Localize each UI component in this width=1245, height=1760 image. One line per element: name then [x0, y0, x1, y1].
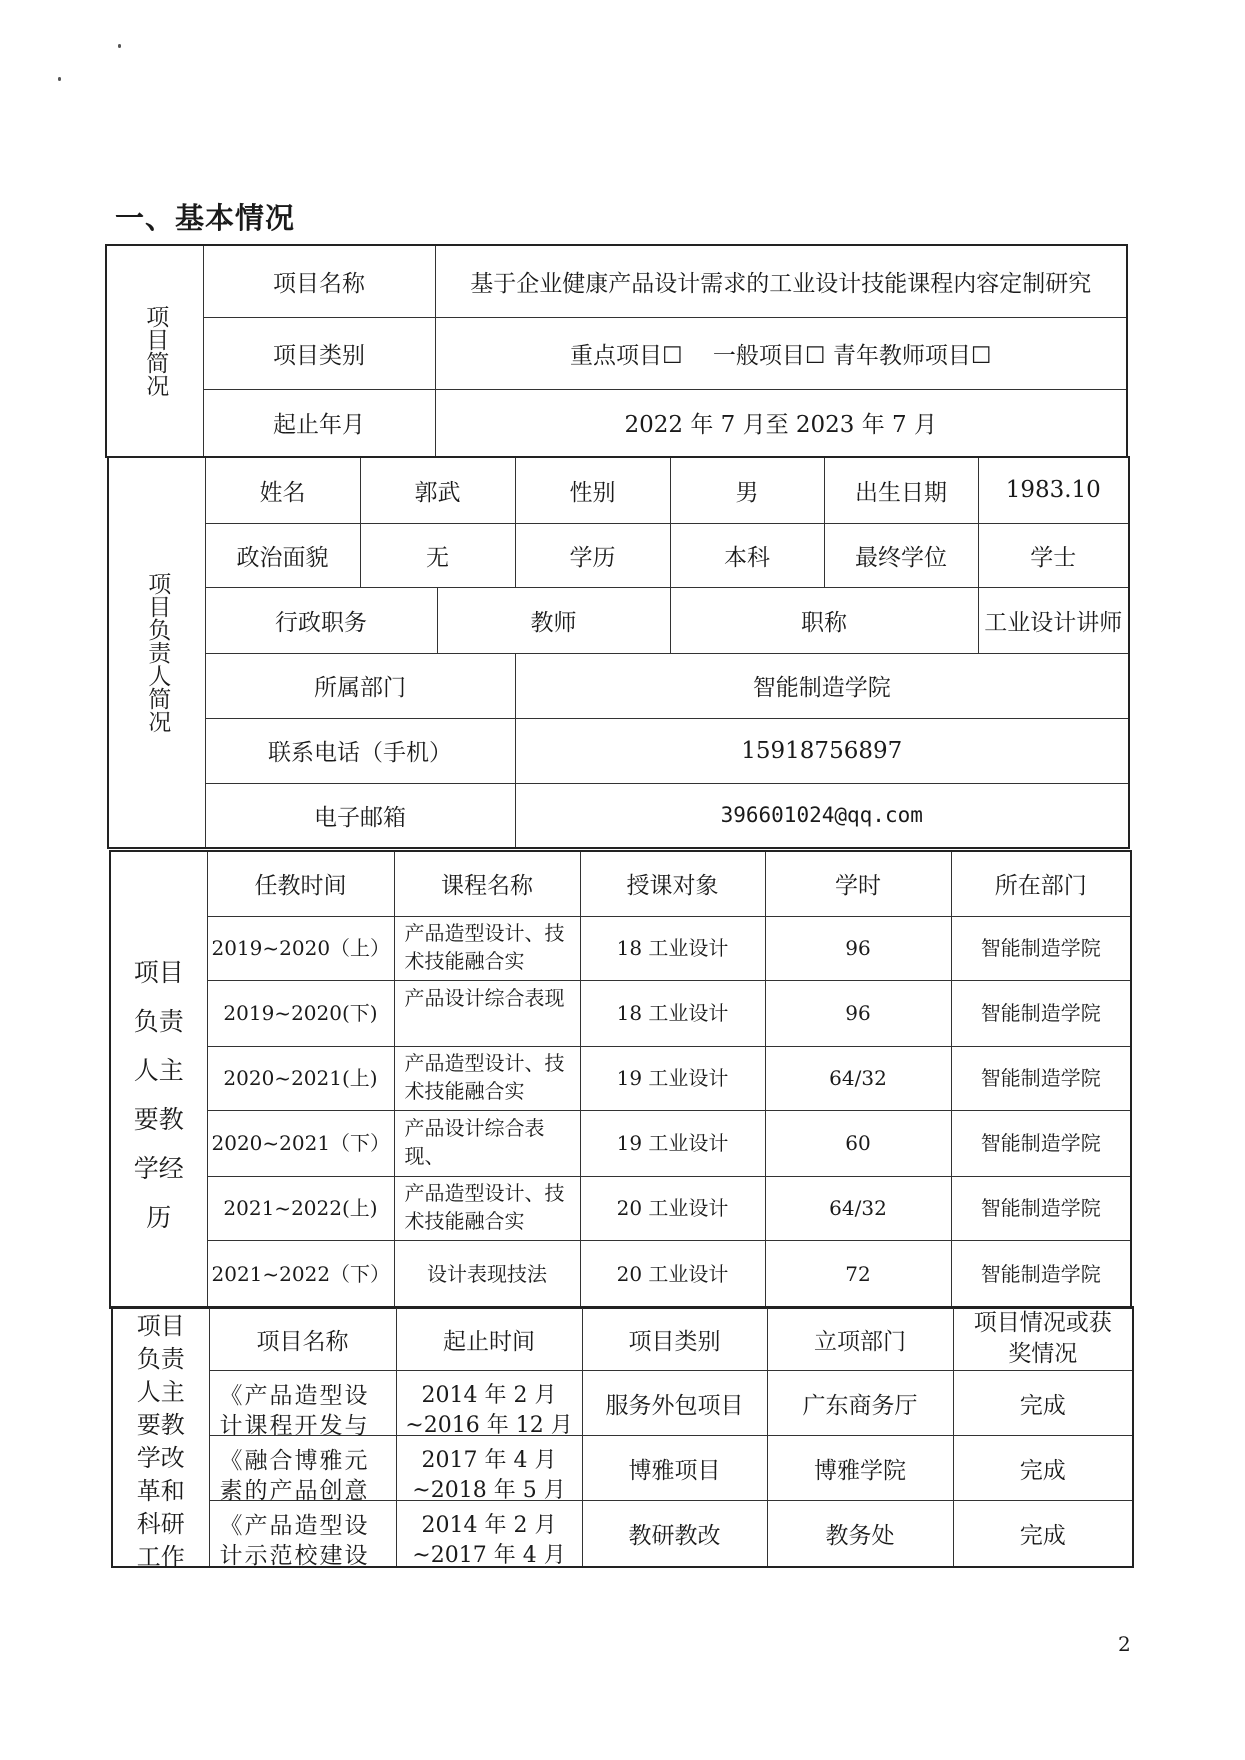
research-header-dept: 立项部门	[767, 1307, 953, 1371]
table-row	[110, 1240, 1131, 1308]
phone-value: 15918756897	[515, 718, 1129, 783]
research-status: 完成	[953, 1371, 1133, 1436]
research-name: 《融合博雅元素的产品创意	[219, 1448, 370, 1505]
teaching-hours: 72	[765, 1240, 951, 1308]
leader-profile-table	[107, 456, 1130, 849]
teaching-time: 2019~2020(下)	[207, 980, 394, 1046]
teaching-header-course: 课程名称	[394, 851, 580, 916]
teaching-dept: 智能制造学院	[951, 980, 1131, 1046]
research-type: 教研教改	[582, 1501, 767, 1567]
teaching-dept: 智能制造学院	[951, 1046, 1131, 1110]
degree-label: 最终学位	[824, 523, 978, 587]
dept-value: 智能制造学院	[515, 653, 1129, 718]
teaching-table	[109, 850, 1132, 1309]
teaching-target: 19 工业设计	[580, 1110, 765, 1176]
leader-profile-side-label: 项目负责人简况	[108, 457, 205, 848]
table-row	[110, 916, 1131, 980]
teaching-time: 2021~2022（下）	[207, 1240, 394, 1308]
politics-value: 无	[360, 523, 515, 587]
research-status: 完成	[953, 1501, 1133, 1567]
teaching-header-time: 任教时间	[207, 851, 394, 916]
research-dept: 广东商务厅	[767, 1371, 953, 1436]
teaching-time: 2021~2022(上)	[207, 1176, 394, 1240]
page-number: 2	[1118, 1632, 1131, 1656]
teaching-dept: 智能制造学院	[951, 1240, 1131, 1308]
dept-label: 所属部门	[205, 653, 515, 718]
teaching-target: 20 工业设计	[580, 1240, 765, 1308]
name-label: 姓名	[205, 457, 360, 523]
research-period: 2014 年 2 月~2016 年 12 月	[405, 1383, 573, 1439]
teaching-course: 产品设计综合表现	[404, 986, 565, 1010]
gender-label: 性别	[515, 457, 670, 523]
table-row	[110, 1176, 1131, 1240]
project-overview-table	[105, 244, 1128, 458]
teaching-time: 2020~2021（下）	[207, 1110, 394, 1176]
teaching-time: 2019~2020（上）	[207, 916, 394, 980]
research-name: 《产品造型设计课程开发与	[219, 1383, 370, 1440]
research-header-name: 项目名称	[209, 1307, 396, 1371]
research-header-status: 项目情况或获奖情况	[953, 1307, 1133, 1371]
teaching-side-text: 项目负责人主要教学经历	[133, 958, 184, 1232]
research-type: 博雅项目	[582, 1436, 767, 1501]
research-side-label: 项目负责人主要教学改革和科研工作	[136, 1312, 185, 1571]
teaching-hours: 96	[765, 916, 951, 980]
teaching-header-hours: 学时	[765, 851, 951, 916]
table-row	[112, 1436, 1133, 1501]
research-header-type: 项目类别	[582, 1307, 767, 1371]
section-heading: 一、基本情况	[115, 201, 296, 235]
teaching-target: 18 工业设计	[580, 980, 765, 1046]
degree-value: 学士	[978, 523, 1129, 587]
research-dept: 博雅学院	[767, 1436, 953, 1501]
project-name-label: 项目名称	[203, 245, 435, 317]
teaching-header-target: 授课对象	[580, 851, 765, 916]
project-overview-side-label: 项目简况	[106, 245, 203, 457]
project-period-value: 2022 年 7 月至 2023 年 7 月	[435, 389, 1127, 457]
project-period-label: 起止年月	[203, 389, 435, 457]
email-label: 电子邮箱	[205, 783, 515, 848]
teaching-target: 20 工业设计	[580, 1176, 765, 1240]
politics-label: 政治面貌	[205, 523, 360, 587]
table-row	[110, 980, 1131, 1046]
table-row	[112, 1501, 1133, 1567]
birth-value: 1983.10	[978, 457, 1129, 523]
birth-label: 出生日期	[824, 457, 978, 523]
title-label: 职称	[670, 587, 978, 653]
teaching-course: 设计表现技法	[394, 1240, 580, 1308]
teaching-target: 19 工业设计	[580, 1046, 765, 1110]
research-name: 《产品造型设计示范校建设	[219, 1513, 370, 1570]
gender-value: 男	[670, 457, 824, 523]
phone-label: 联系电话（手机）	[205, 718, 515, 783]
scan-speck	[118, 44, 121, 48]
teaching-hours: 96	[765, 980, 951, 1046]
table-row	[112, 1371, 1133, 1436]
teaching-course: 产品造型设计、技术技能融合实	[404, 921, 565, 973]
scan-speck	[58, 77, 61, 81]
title-value: 工业设计讲师	[978, 587, 1129, 653]
table-row	[110, 1110, 1131, 1176]
teaching-dept: 智能制造学院	[951, 916, 1131, 980]
teaching-dept: 智能制造学院	[951, 1176, 1131, 1240]
project-type-value: 重点项目☐ 一般项目☐ 青年教师项目☐	[435, 317, 1127, 389]
teaching-target: 18 工业设计	[580, 916, 765, 980]
table-row	[110, 1046, 1131, 1110]
research-dept: 教务处	[767, 1501, 953, 1567]
research-table	[111, 1306, 1134, 1571]
teaching-time: 2020~2021(上)	[207, 1046, 394, 1110]
teaching-course: 产品设计综合表现、	[404, 1116, 545, 1168]
research-type: 服务外包项目	[582, 1371, 767, 1436]
teaching-course: 产品造型设计、技术技能融合实	[404, 1051, 565, 1103]
teaching-side-label	[110, 851, 207, 1308]
admin-label: 行政职务	[205, 587, 437, 653]
teaching-hours: 64/32	[765, 1176, 951, 1240]
name-value: 郭武	[360, 457, 515, 523]
project-name-value: 基于企业健康产品设计需求的工业设计技能课程内容定制研究	[435, 245, 1127, 317]
teaching-course: 产品造型设计、技术技能融合实	[404, 1181, 565, 1233]
research-period: 2014 年 2 月~2017 年 4 月	[412, 1513, 566, 1569]
education-value: 本科	[670, 523, 824, 587]
teaching-hours: 60	[765, 1110, 951, 1176]
research-period: 2017 年 4 月~2018 年 5 月	[412, 1448, 566, 1504]
research-header-period: 起止时间	[396, 1307, 582, 1371]
project-type-label: 项目类别	[203, 317, 435, 389]
education-label: 学历	[515, 523, 670, 587]
email-value: 396601024@qq.com	[515, 783, 1129, 848]
teaching-header-dept: 所在部门	[951, 851, 1131, 916]
teaching-dept: 智能制造学院	[951, 1110, 1131, 1176]
teaching-hours: 64/32	[765, 1046, 951, 1110]
admin-value: 教师	[437, 587, 670, 653]
research-status: 完成	[953, 1436, 1133, 1501]
